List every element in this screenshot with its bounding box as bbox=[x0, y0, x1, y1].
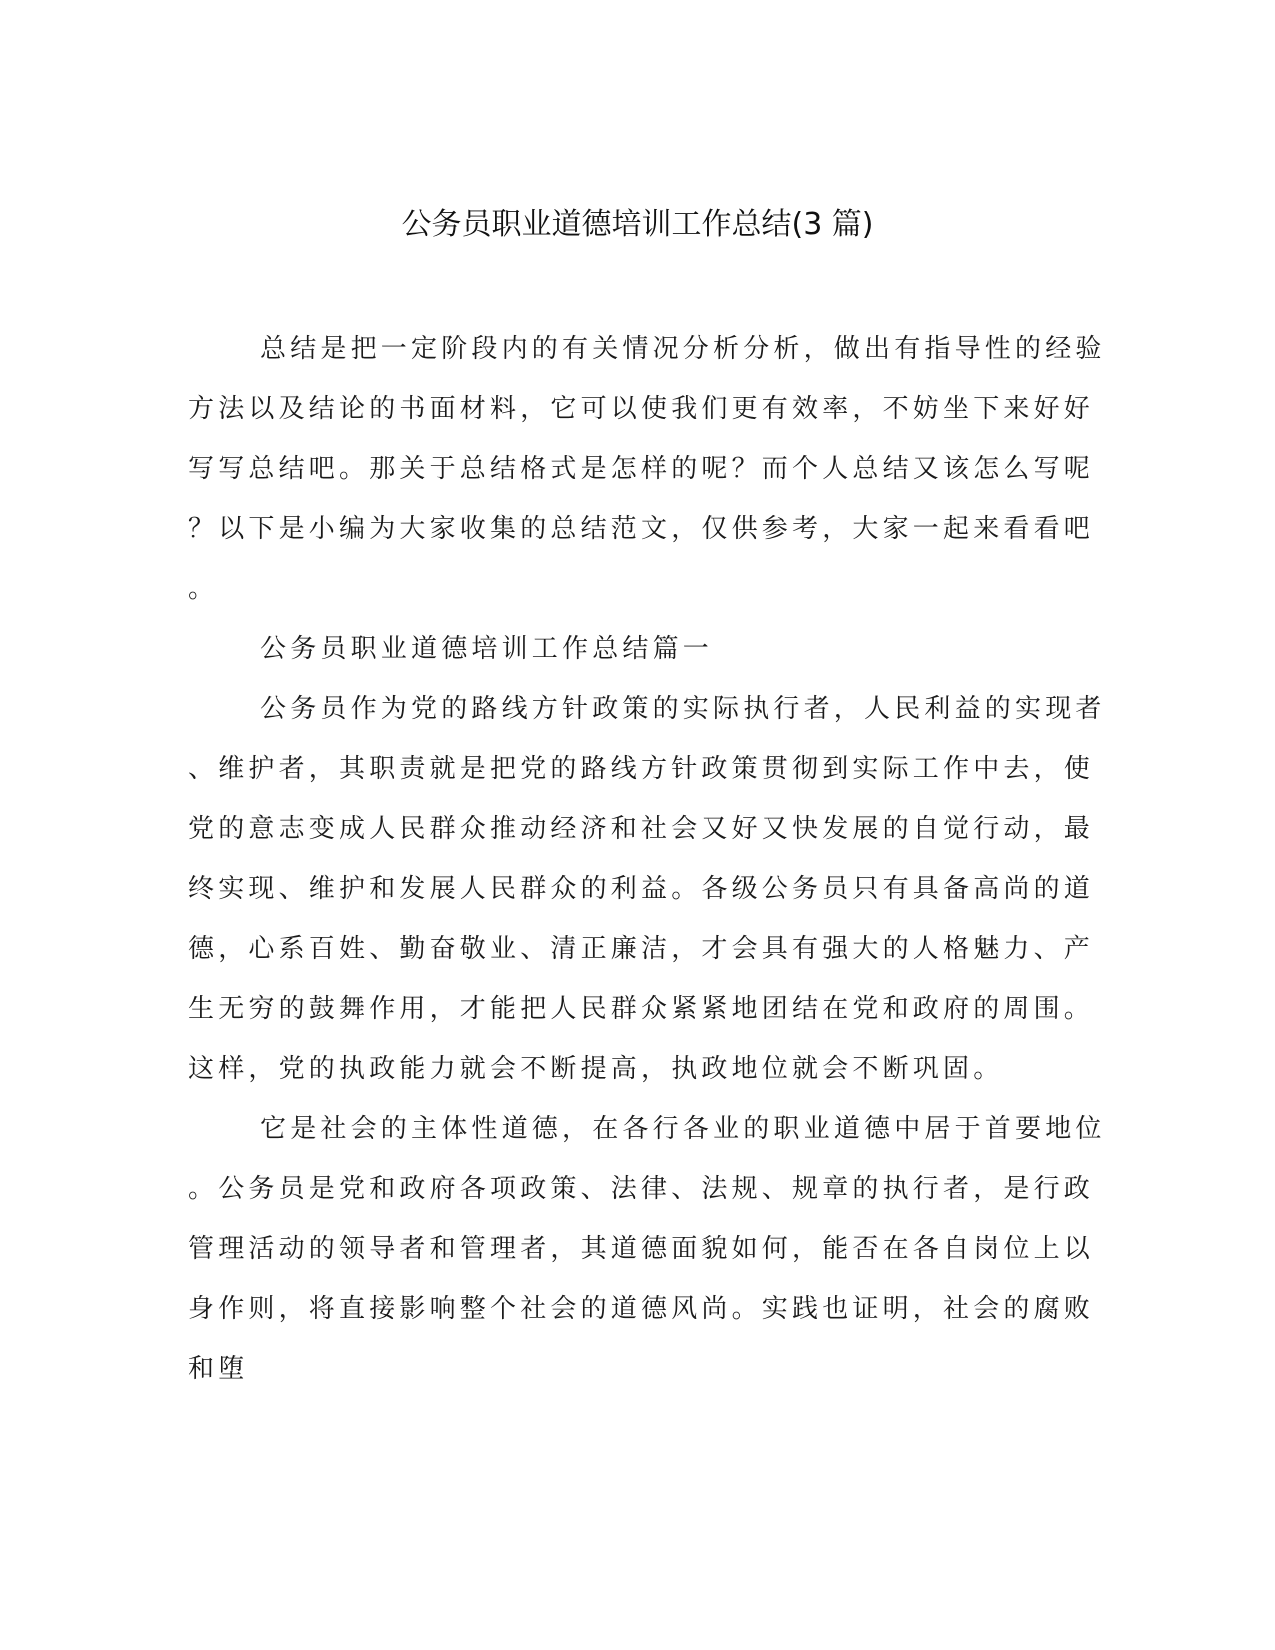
paragraph-line: 、维护者，其职责就是把党的路线方针政策贯彻到实际工作中去，使 bbox=[188, 754, 1095, 784]
paragraph-line: 它是社会的主体性道德，在各行各业的职业道德中居于首要地位 bbox=[260, 1114, 1106, 1144]
section-heading: 公务员职业道德培训工作总结篇一 bbox=[260, 634, 714, 664]
paragraph-line: 生无穷的鼓舞作用，才能把人民群众紧紧地团结在党和政府的周围。 bbox=[188, 994, 1095, 1024]
paragraph-line: 。公务员是党和政府各项政策、法律、法规、规章的执行者，是行政 bbox=[188, 1174, 1095, 1204]
paragraph-line: 写写总结吧。那关于总结格式是怎样的呢？而个人总结又该怎么写呢 bbox=[188, 454, 1095, 484]
paragraph-line: 总结是把一定阶段内的有关情况分析分析，做出有指导性的经验 bbox=[260, 334, 1106, 364]
paragraph-line: 方法以及结论的书面材料，它可以使我们更有效率，不妨坐下来好好 bbox=[188, 394, 1095, 424]
paragraph-line: 和堕 bbox=[188, 1354, 249, 1384]
paragraph-line: ？以下是小编为大家收集的总结范文，仅供参考，大家一起来看看吧 bbox=[188, 514, 1095, 544]
paragraph-line: 德，心系百姓、勤奋敬业、清正廉洁，才会具有强大的人格魅力、产 bbox=[188, 934, 1095, 964]
paragraph-line: 公务员作为党的路线方针政策的实际执行者，人民利益的实现者 bbox=[260, 694, 1106, 724]
paragraph-line: 这样，党的执政能力就会不断提高，执政地位就会不断巩固。 bbox=[188, 1054, 1004, 1084]
paragraph-line: 管理活动的领导者和管理者，其道德面貌如何，能否在各自岗位上以 bbox=[188, 1234, 1095, 1264]
paragraph-line: 。 bbox=[188, 574, 219, 604]
document-body bbox=[188, 326, 1106, 1406]
paragraph-line: 身作则，将直接影响整个社会的道德风尚。实践也证明，社会的腐败 bbox=[188, 1294, 1095, 1324]
paragraph-line: 党的意志变成人民群众推动经济和社会又好又快发展的自觉行动，最 bbox=[188, 814, 1095, 844]
document-title: 公务员职业道德培训工作总结(3 篇) bbox=[401, 207, 874, 242]
paragraph-line: 终实现、维护和发展人民群众的利益。各级公务员只有具备高尚的道 bbox=[188, 874, 1095, 904]
